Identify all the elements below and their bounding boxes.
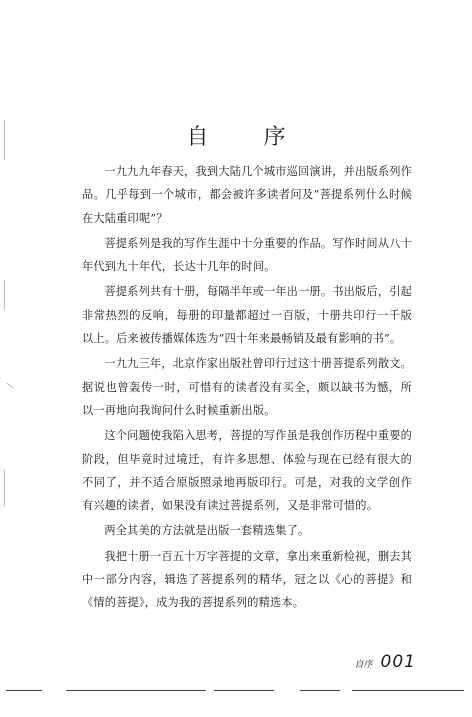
scan-edge-mark [6, 383, 13, 388]
scan-edge-line [352, 690, 464, 691]
scan-edge-line [214, 690, 274, 691]
paragraph: 一九九九年春天，我到大陆几个城市巡回演讲，并出版系列作品。几乎每到一个城市，都会被许多读者问及“菩提系列什么时候在大陆重印呢”？ [82, 165, 412, 225]
paragraph: 我把十册一百五十万字菩提的文章，拿出来重新检视，删去其中一部分内容，辑选了菩提系列的精华，冠之以《心的菩提》和《情的菩提》，成为我的菩提系列的精选本。 [82, 549, 412, 610]
scan-edge-line [6, 690, 42, 691]
preface-body [82, 160, 412, 615]
scan-edge-mark [4, 470, 5, 506]
scan-edge-mark [4, 280, 5, 310]
scan-edge-line [300, 690, 340, 691]
preface-title: 自 序 [186, 125, 310, 150]
paragraph: 两全其美的方法就是出版一套精选集了。 [104, 524, 310, 538]
paragraph: 一九九三年，北京作家出版社曾印行过这十册菩提系列散文。据说也曾轰传一时，可惜有的读者没有买全，颇以缺书为憾，所以一再地向我询问什么时候重新出版。 [82, 357, 412, 417]
running-footer-label: 自序 [354, 660, 373, 670]
paragraph: 这个问题使我陷入思考，菩提的写作虽是我创作历程中重要的阶段，但毕竟时过境迁，有许多思想、体验与现在已经有很大的不同了，并不适合原版照录地再版印行。可是，对我的文学创作有兴趣的读者，如果没有读过菩提系列，又是非常可惜的。 [82, 429, 412, 513]
paragraph: 菩提系列是我的写作生涯中十分重要的作品。写作时间从八十年代到九十年代，长达十几年的时间。 [82, 236, 412, 274]
scan-edge-mark [4, 120, 5, 160]
page-number: 001 [380, 652, 416, 672]
scan-edge-line [66, 690, 206, 691]
paragraph: 菩提系列共有十册，每隔半年或一年出一册。书出版后，引起非常热烈的反响，每册的印量都超过一百版，十册共印行一千版以上。后来被传播媒体选为“四十年来最畅销及最有影响的书”。 [82, 285, 412, 346]
page-footer [355, 652, 416, 672]
